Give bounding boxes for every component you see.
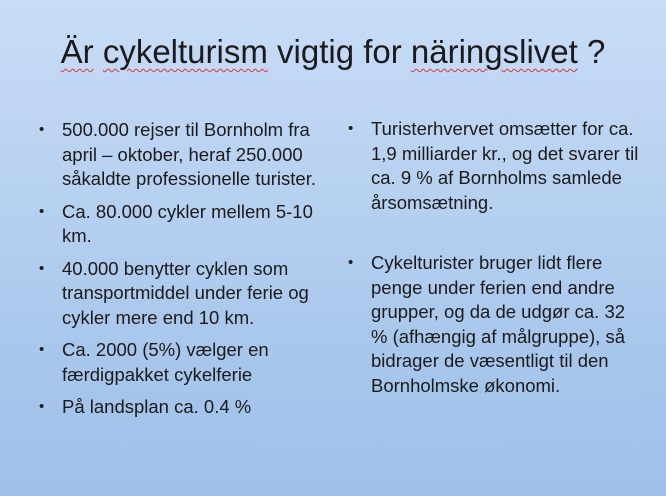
list-item-text: Turisterhvervet omsætter for ca. 1,9 milliarder kr., og det svarer til ca. 9 % af Bornholms samlede årsomsætning. [371,118,639,213]
slide-title [0,30,666,74]
list-item-text: 40.000 benytter cyklen som transportmiddel under ferie og cykler mere end 10 km. [62,257,309,328]
right-bullet-list [345,117,645,398]
list-item-text: Cykelturister bruger lidt flere penge under ferien end andre grupper, og da de udgør ca. 32 % (afhængig af målgruppe), så bidrager de væsentligt til den Bornholmske økonomi. [371,252,626,396]
title-space [94,33,103,70]
bullet-icon: • [39,398,45,415]
bullet-icon: • [348,120,354,137]
bullet-icon: • [39,341,45,358]
title-word-cykelturism: cykelturism [102,33,268,70]
list-item [36,200,326,249]
list-item-text: På landsplan ca. 0.4 % [62,396,252,417]
list-item-text: Ca. 2000 (5%) vælger en færdigpakket cykelferie [62,339,269,385]
bullet-icon: • [348,254,354,271]
title-word-ar: Är [60,33,94,70]
bullet-icon: • [39,121,45,138]
list-item [36,257,326,331]
bullet-icon: • [39,259,45,277]
list-item [36,118,326,192]
title-end: ? [577,33,606,70]
left-bullet-list [36,118,326,428]
title-middle: vigtig for [267,33,411,70]
list-item-text: 500.000 rejser til Bornholm fra april – oktober, heraf 250.000 såkaldte professionelle turister. [62,119,316,189]
title-word-naringslivet: näringslivet [410,33,578,70]
list-item [36,338,326,387]
bullet-icon: • [39,202,45,220]
list-item [345,251,645,398]
list-item [345,117,645,215]
list-item [36,395,326,420]
list-item-text: Ca. 80.000 cykler mellem 5-10 km. [62,200,313,246]
